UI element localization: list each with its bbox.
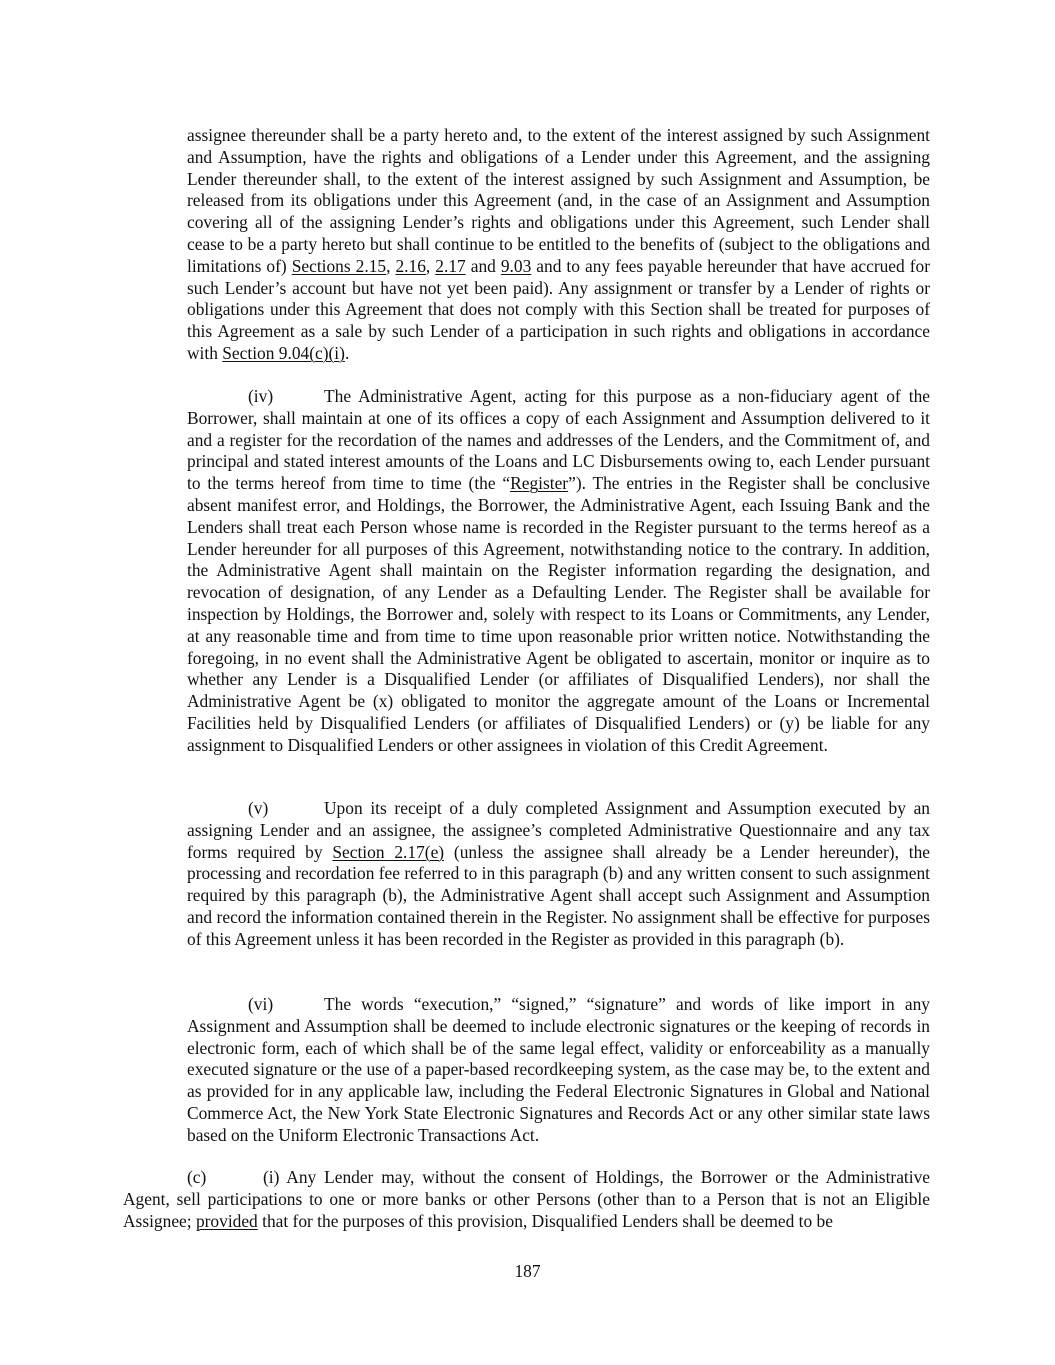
paragraph-text: (i) Any Lender may, without the consent of Holdings, the Borrower or the Administrative Agent, sell participations to one or more banks or other Persons (other than to a Person that is not an Eligible Assignee; (123, 1167, 930, 1231)
clause-number: (v) (248, 798, 269, 818)
paragraph-v-receipt (187, 798, 930, 951)
paragraph-text: (unless the assignee shall already be a Lender hereunder), the processing and recordation fee referred to in this paragraph (b) and any written consent to such assignment required by this paragraph (b), the Administrative Agent shall accept such Assignment and Assumption and record the information contained therein in the Register. No assignment shall be effective for purposes of this Agreement unless it has been recorded in the Register as provided in this paragraph (b). (187, 841, 930, 949)
defined-term: provided (195, 1210, 258, 1231)
paragraph-text: The Administrative Agent, acting for this purpose as a non-fiduciary agent of the Borrower, shall maintain at one of its offices a copy of each Assignment and Assumption delivered to it and a register for the recordation of the names and addresses of the Lenders, and the Commitment of, and principal and stated interest amounts of the Loans and LC Disbursements owing to, each Lender pursuant to the terms hereof from time to time (the “ (187, 386, 930, 494)
separator-text: , (425, 255, 436, 276)
clause-number: (c) (187, 1167, 207, 1187)
section-reference: 2.16 (395, 255, 426, 276)
paragraph-c-participations (123, 1167, 930, 1232)
paragraph-iv-register (187, 386, 930, 757)
paragraph-text: that for the purposes of this provision, Disqualified Lenders shall be deemed to be (257, 1210, 833, 1231)
page-number: 187 (514, 1261, 541, 1281)
defined-term: Register (510, 473, 569, 494)
clause-number: (vi) (248, 994, 274, 1014)
paragraph-text: The words “execution,” “signed,” “signature” and words of like import in any Assignment and Assumption shall be deemed to include electronic signatures or the keeping of records in electronic form, each of which shall be of the same legal effect, validity or enforceability as a manually executed signature or the use of a paper-based recordkeeping system, as the case may be, to the extent and as provided for in any applicable law, including the Federal Electronic Signatures in Global and National Commerce Act, the New York State Electronic Signatures and Records Act or any other similar state laws based on the Uniform Electronic Transactions Act. (187, 994, 930, 1145)
paragraph-text: assignee thereunder shall be a party hereto and, to the extent of the interest assigned by such Assignment and Assumption, have the rights and obligations of a Lender under this Agreement, and the assigning Lender thereunder shall, to the extent of the interest assigned by such Assignment and Assumption, be released from its obligations under this Agreement (and, in the case of an Assignment and Assumption covering all of the assigning Lender’s rights and obligations under this Agreement, such Lender shall cease to be a party hereto but shall continue to be entitled to the benefits of (subject to the obligations and limitations of) (187, 125, 930, 276)
section-reference: 2.17 (435, 255, 466, 276)
paragraph-text: ”). The entries in the Register shall be conclusive absent manifest error, and Holdings, the Borrower, the Administrative Agent, each Issuing Bank and the Lenders shall treat each Person whose name is recorded in the Register pursuant to the terms hereof as a Lender hereunder for all purposes of this Agreement, notwithstanding notice to the contrary. In addition, the Administrative Agent shall maintain on the Register information regarding the designation, and revocation of designation, of any Lender as a Defaulting Lender. The Register shall be available for inspection by Holdings, the Borrower and, solely with respect to its Loans or Commitments, any Lender, at any reasonable time and from time to time upon reasonable prior written notice. Notwithstanding the foregoing, in no event shall the Administrative Agent be obligated to ascertain, monitor or inquire as to whether any Lender is a Disqualified Lender (or affiliates of Disqualified Lenders), nor shall the Administrative Agent be (x) obligated to monitor the aggregate amount of the Loans or Incremental Facilities held by Disqualified Lenders (or affiliates of Disqualified Lenders) or (y) be liable for any assignment to Disqualified Lenders or other assignees in violation of this Credit Agreement. (187, 473, 930, 755)
section-reference: Section 2.17(e) (332, 841, 445, 862)
clause-number: (iv) (248, 386, 274, 406)
paragraph-text: and to any fees payable hereunder that have accrued for such Lender’s account but have not yet been paid). Any assignment or transfer by a Lender of rights or obligations under this Agreement that does not comply with this Section shall be treated for purposes of this Agreement as a sale by such Lender of a participation in such rights and obligations in accordance with (187, 255, 931, 363)
separator-text: and (465, 255, 501, 276)
section-reference: Section 9.04(c)(i) (222, 342, 345, 363)
paragraph-vi-electronic-signatures (187, 994, 930, 1147)
paragraph-text: . (344, 342, 350, 363)
separator-text: , (386, 255, 396, 276)
section-reference: Sections 2.15 (291, 255, 387, 276)
paragraph-text: Upon its receipt of a duly completed Assignment and Assumption executed by an assigning Lender and an assignee, the assignee’s completed Administrative Questionnaire and any tax forms required by (187, 798, 930, 862)
paragraph-assignment-continuation (187, 125, 930, 365)
section-reference: 9.03 (500, 255, 532, 276)
